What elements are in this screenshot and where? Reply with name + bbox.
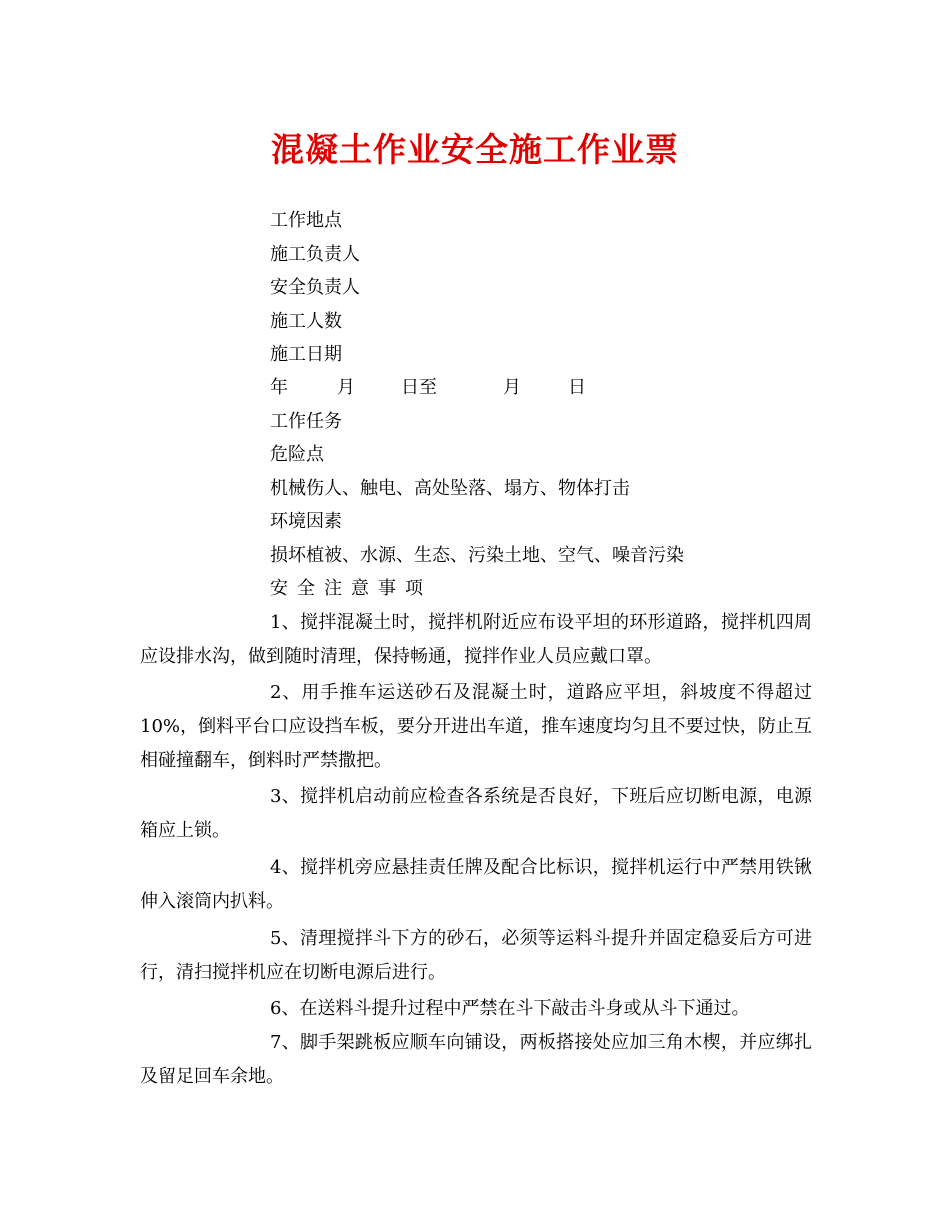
work-task-label: 工作任务 [270,411,342,432]
hazards-label: 危险点 [270,444,324,465]
safety-item-2: 2、用手推车运送砂石及混凝土时，道路应平坦，斜坡度不得超过10%，倒料平台口应设挡车板，要分开进出车道，推车速度均匀且不要过快，防止互相碰撞翻车，倒料时严禁撒把。 [140,682,812,771]
work-location-label: 工作地点 [270,210,342,231]
safety-notes-heading: 安全注意事项 [270,578,432,599]
safety-item-3: 3、搅拌机启动前应检查各系统是否良好，下班后应切断电源，电源箱应上锁。 [140,786,812,841]
worker-count-label: 施工人数 [270,311,342,332]
date-month-2-label: 月 [503,377,521,398]
construction-lead-label: 施工负责人 [270,244,360,265]
date-day-2-label: 日 [568,377,586,398]
safety-item-1: 1、搅拌混凝土时，搅拌机附近应布设平坦的环形道路，搅拌机四周应设排水沟，做到随时清理，保持畅通，搅拌作业人员应戴口罩。 [140,612,812,667]
construction-date-label: 施工日期 [270,344,342,365]
date-month-label: 月 [337,377,355,398]
hazards-value: 机械伤人、触电、高处坠落、塌方、物体打击 [270,478,630,499]
environment-value: 损坏植被、水源、生态、污染土地、空气、噪音污染 [270,545,684,566]
environment-label: 环境因素 [270,511,342,532]
safety-item-6: 6、在送料斗提升过程中严禁在斗下敲击斗身或从斗下通过。 [270,998,750,1019]
date-day-to-label: 日至 [401,377,437,398]
safety-item-7: 7、脚手架跳板应顺车向铺设，两板搭接处应加三角木楔，并应绑扎及留足回车余地。 [140,1032,812,1087]
date-year-label: 年 [270,377,288,398]
safety-lead-label: 安全负责人 [270,277,360,298]
safety-item-5: 5、清理搅拌斗下方的砂石，必须等运料斗提升并固定稳妥后方可进行，清扫搅拌机应在切断电源后进行。 [140,928,812,983]
date-range-row [270,376,670,400]
document-title: 混凝土作业安全施工作业票 [271,130,679,169]
safety-item-4: 4、搅拌机旁应悬挂责任牌及配合比标识，搅拌机运行中严禁用铁锹伸入滚筒内扒料。 [140,857,812,912]
